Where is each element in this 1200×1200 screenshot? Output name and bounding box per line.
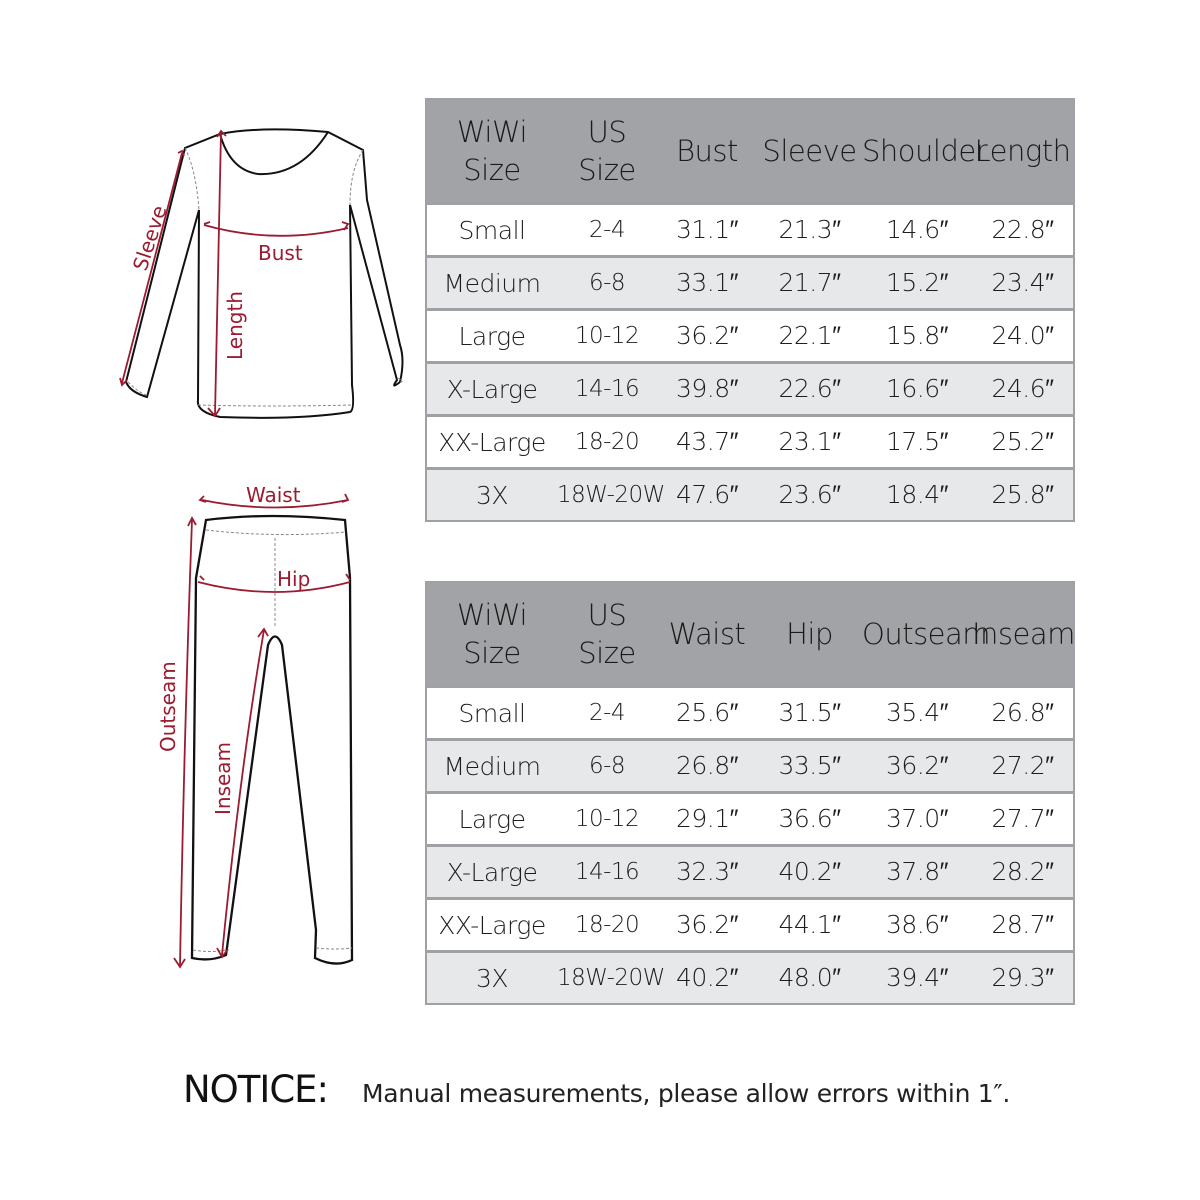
cell-us-size: 2-4 [588, 217, 626, 243]
long-sleeve-top-icon [100, 120, 420, 440]
header-wiwi-size: WiWi Size [456, 115, 528, 187]
cell-us-size: 10-12 [574, 806, 640, 832]
cell-shoulder: 15.2″ [885, 268, 948, 297]
notice-label: NOTICE: [183, 1068, 328, 1111]
cell-waist: 36.2″ [675, 910, 738, 939]
cell-waist: 25.6″ [675, 698, 738, 727]
table-row [427, 844, 1073, 897]
table-row [427, 791, 1073, 844]
cell-outseam: 37.8″ [885, 857, 948, 886]
cell-bust: 43.7″ [675, 427, 738, 456]
cell-us-size: 6-8 [588, 270, 626, 296]
cell-us-size: 18-20 [574, 429, 640, 455]
top-garment-diagram [100, 120, 420, 440]
cell-size: Large [458, 804, 526, 834]
cell-sleeve: 21.3″ [778, 215, 841, 244]
length-label: Length [223, 291, 247, 360]
cell-inseam: 26.8″ [991, 698, 1054, 727]
table-header [427, 583, 1073, 685]
table-header [427, 100, 1073, 202]
table-row [427, 897, 1073, 950]
cell-size: Small [458, 215, 526, 245]
cell-us-size: 18-20 [574, 912, 640, 938]
cell-length: 24.6″ [991, 374, 1054, 403]
header-wiwi-size: WiWi Size [456, 598, 528, 670]
cell-hip: 48.0″ [778, 963, 841, 992]
cell-inseam: 29.3″ [991, 963, 1054, 992]
notice [183, 1068, 1010, 1111]
cell-outseam: 36.2″ [885, 751, 948, 780]
cell-shoulder: 15.8″ [885, 321, 948, 350]
table-row [427, 361, 1073, 414]
outseam-label: Outseam [156, 661, 180, 752]
cell-length: 25.2″ [991, 427, 1054, 456]
inseam-label: Inseam [211, 741, 235, 815]
table-row [427, 467, 1073, 520]
header-inseam: Inseam [972, 617, 1075, 651]
cell-waist: 29.1″ [675, 804, 738, 833]
cell-outseam: 38.6″ [885, 910, 948, 939]
cell-inseam: 28.2″ [991, 857, 1054, 886]
cell-us-size: 18W-20W [557, 482, 665, 508]
header-outseam: Outseam [862, 617, 991, 651]
cell-length: 22.8″ [991, 215, 1054, 244]
cell-inseam: 27.2″ [991, 751, 1054, 780]
header-waist: Waist [668, 617, 746, 651]
cell-size: X-Large [446, 857, 538, 887]
table-row [427, 414, 1073, 467]
cell-size: XX-Large [438, 427, 546, 457]
cell-waist: 32.3″ [675, 857, 738, 886]
cell-hip: 36.6″ [778, 804, 841, 833]
bottom-size-table [425, 581, 1075, 1005]
header-hip: Hip [786, 617, 833, 651]
top-size-table [425, 98, 1075, 522]
header-us-size: US Size [578, 598, 636, 670]
cell-inseam: 27.7″ [991, 804, 1054, 833]
cell-shoulder: 18.4″ [885, 480, 948, 509]
sleeve-label: Sleeve [127, 202, 172, 274]
cell-outseam: 39.4″ [885, 963, 948, 992]
cell-shoulder: 14.6″ [885, 215, 948, 244]
cell-bust: 47.6″ [675, 480, 738, 509]
cell-size: 3X [475, 480, 509, 510]
cell-shoulder: 16.6″ [885, 374, 948, 403]
cell-outseam: 35.4″ [885, 698, 948, 727]
cell-size: X-Large [446, 374, 538, 404]
table-row [427, 738, 1073, 791]
leggings-diagram [140, 470, 380, 980]
cell-size: Large [458, 321, 526, 351]
cell-length: 24.0″ [991, 321, 1054, 350]
hip-label: Hip [277, 567, 311, 591]
cell-size: Small [458, 698, 526, 728]
bust-label: Bust [258, 241, 303, 265]
cell-sleeve: 22.1″ [778, 321, 841, 350]
notice-message: Manual measurements, please allow errors within 1″. [362, 1079, 1011, 1108]
header-length: Length [974, 134, 1071, 168]
cell-length: 23.4″ [991, 268, 1054, 297]
cell-hip: 33.5″ [778, 751, 841, 780]
header-us-size: US Size [578, 115, 636, 187]
cell-sleeve: 21.7″ [778, 268, 841, 297]
cell-sleeve: 23.1″ [778, 427, 841, 456]
leggings-icon [140, 470, 380, 980]
cell-bust: 36.2″ [675, 321, 738, 350]
cell-bust: 33.1″ [675, 268, 738, 297]
cell-us-size: 14-16 [574, 376, 640, 402]
cell-size: Medium [443, 268, 541, 298]
header-bust: Bust [676, 134, 738, 168]
cell-us-size: 6-8 [588, 753, 626, 779]
table-row [427, 308, 1073, 361]
cell-sleeve: 22.6″ [778, 374, 841, 403]
cell-hip: 44.1″ [778, 910, 841, 939]
cell-outseam: 37.0″ [885, 804, 948, 833]
table-row [427, 202, 1073, 255]
cell-length: 25.8″ [991, 480, 1054, 509]
cell-hip: 31.5″ [778, 698, 841, 727]
header-shoulder: Shoulder [862, 134, 988, 168]
cell-us-size: 14-16 [574, 859, 640, 885]
table-row [427, 950, 1073, 1003]
cell-waist: 40.2″ [675, 963, 738, 992]
header-sleeve: Sleeve [762, 134, 857, 168]
cell-inseam: 28.7″ [991, 910, 1054, 939]
cell-us-size: 10-12 [574, 323, 640, 349]
cell-bust: 31.1″ [675, 215, 738, 244]
cell-waist: 26.8″ [675, 751, 738, 780]
cell-size: Medium [443, 751, 541, 781]
table-row [427, 255, 1073, 308]
cell-bust: 39.8″ [675, 374, 738, 403]
waist-label: Waist [246, 483, 301, 507]
cell-shoulder: 17.5″ [885, 427, 948, 456]
cell-sleeve: 23.6″ [778, 480, 841, 509]
cell-us-size: 18W-20W [557, 965, 665, 991]
cell-size: XX-Large [438, 910, 546, 940]
cell-us-size: 2-4 [588, 700, 626, 726]
cell-hip: 40.2″ [778, 857, 841, 886]
table-row [427, 685, 1073, 738]
cell-size: 3X [475, 963, 509, 993]
